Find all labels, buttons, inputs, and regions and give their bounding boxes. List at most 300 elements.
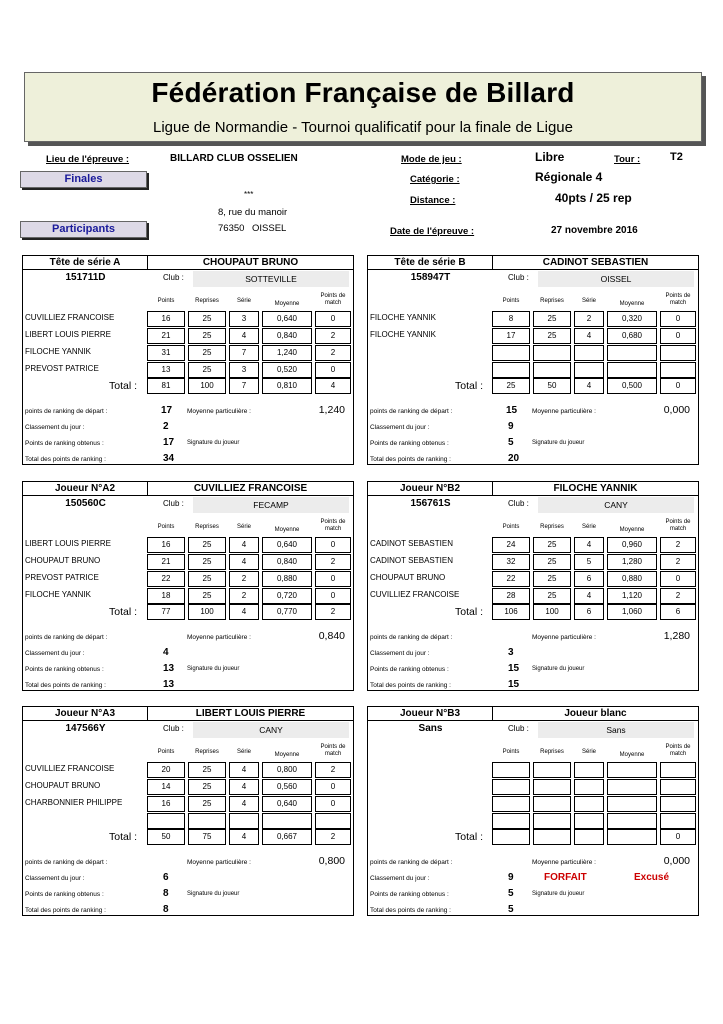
opponent-name: CHARBONNIER PHILIPPE [25,798,123,807]
result-pm-cell: 0 [660,328,696,344]
result-serie-cell: 4 [574,328,604,344]
player-seed-label: Joueur N°A2 [23,482,148,496]
classement-value: 3 [508,647,514,658]
moyenne-particuliere-label: Moyenne particulière : [187,408,251,415]
date-label: Date de l'épreuve : [390,226,475,237]
column-header: Moyenne [619,301,645,307]
result-pm-cell: 0 [315,311,351,327]
result-reprises-cell: 25 [188,328,226,344]
result-serie-cell: 4 [229,554,259,570]
signature-label: Signature du joueur [187,891,240,897]
result-points-cell [492,796,530,812]
ranking-depart-value: 15 [506,405,518,416]
ranking-obtenus-value: 17 [163,437,175,448]
result-serie-cell: 6 [574,571,604,587]
player-name: CHOUPAUT BRUNO [148,256,353,270]
player-seed-label: Tête de série B [368,256,493,270]
result-reprises-cell [533,362,571,378]
result-points-cell [492,762,530,778]
opponent-name: FILOCHE YANNIK [25,347,91,356]
ranking-obtenus-label: Points de ranking obtenus : [370,666,449,673]
column-header: Reprises [540,298,564,304]
result-reprises-cell: 25 [188,796,226,812]
total-points-cell [492,829,530,845]
total-ranking-value: 34 [163,453,175,464]
column-header: Moyenne [619,752,645,758]
tour-value: T2 [670,151,683,163]
result-reprises-cell [188,813,226,829]
result-moyenne-cell: 0,800 [262,762,312,778]
result-points-cell: 8 [492,311,530,327]
club-value: FECAMP [193,497,349,513]
result-reprises-cell: 25 [533,328,571,344]
result-pm-cell: 0 [315,362,351,378]
column-header: Série [581,749,596,755]
result-points-cell: 13 [147,362,185,378]
result-serie-cell [574,345,604,361]
result-pm-cell [660,813,696,829]
club-value: SOTTEVILLE [193,271,349,287]
result-serie-cell [574,362,604,378]
total-label: Total : [109,606,138,618]
club-value: OISSEL [538,271,694,287]
result-moyenne-cell: 0,840 [262,328,312,344]
opponent-name: CHOUPAUT BRUNO [25,556,101,565]
player-name: FILOCHE YANNIK [493,482,698,496]
result-pm-cell: 0 [315,796,351,812]
result-reprises-cell: 25 [533,571,571,587]
player-panel [367,255,699,465]
result-moyenne-cell [607,779,657,795]
club-value: CANY [538,497,694,513]
result-points-cell: 20 [147,762,185,778]
classement-value: 6 [163,872,169,883]
result-pm-cell: 2 [660,537,696,553]
ranking-depart-label: points de ranking de départ : [370,634,453,641]
result-reprises-cell [533,796,571,812]
classement-value: 4 [163,647,169,658]
total-points-cell: 50 [147,829,185,845]
total-pm-cell: 6 [660,604,696,620]
result-serie-cell: 4 [229,762,259,778]
result-serie-cell [574,796,604,812]
column-header: Points de match [665,293,691,306]
ranking-obtenus-value: 5 [508,888,514,899]
moyenne-particuliere-value: 0,840 [318,630,345,642]
result-moyenne-cell: 0,680 [607,328,657,344]
ranking-depart-label: points de ranking de départ : [25,634,108,641]
result-pm-cell [660,779,696,795]
categorie-label: Catégorie : [410,174,460,185]
distance-value: 40pts / 25 rep [555,191,632,205]
result-pm-cell: 0 [315,537,351,553]
opponent-name: CHOUPAUT BRUNO [370,573,446,582]
column-header: Points [157,524,175,530]
result-reprises-cell: 25 [188,345,226,361]
moyenne-particuliere-value: 0,000 [663,855,690,867]
result-reprises-cell: 25 [188,762,226,778]
result-reprises-cell: 25 [533,537,571,553]
ranking-depart-label: points de ranking de départ : [370,408,453,415]
result-reprises-cell [533,779,571,795]
total-ranking-value: 13 [163,679,175,690]
moyenne-particuliere-label: Moyenne particulière : [532,859,596,866]
total-points-cell: 25 [492,378,530,394]
result-moyenne-cell: 0,880 [262,571,312,587]
result-serie-cell: 4 [229,328,259,344]
player-seed-label: Tête de série A [23,256,148,270]
result-pm-cell: 2 [315,345,351,361]
result-moyenne-cell: 0,640 [262,796,312,812]
column-header: Série [236,749,251,755]
date-value: 27 novembre 2016 [551,225,638,236]
result-pm-cell [660,345,696,361]
column-header: Points de match [320,744,346,757]
total-reprises-cell: 100 [188,604,226,620]
result-pm-cell: 2 [315,762,351,778]
moyenne-particuliere-label: Moyenne particulière : [532,634,596,641]
total-ranking-label: Total des points de ranking : [370,907,451,914]
result-moyenne-cell: 1,120 [607,588,657,604]
total-reprises-cell [533,829,571,845]
result-points-cell: 21 [147,328,185,344]
player-seed-label: Joueur N°A3 [23,707,148,721]
total-moyenne-cell: 0,810 [262,378,312,394]
page-title: Fédération Française de Billard [151,77,575,108]
result-serie-cell: 5 [574,554,604,570]
result-pm-cell [660,362,696,378]
result-points-cell: 32 [492,554,530,570]
total-reprises-cell: 75 [188,829,226,845]
ranking-obtenus-value: 15 [508,663,520,674]
opponent-name: FILOCHE YANNIK [25,590,91,599]
total-label: Total : [109,380,138,392]
result-serie-cell [229,813,259,829]
total-reprises-cell: 50 [533,378,571,394]
player-name: LIBERT LOUIS PIERRE [148,707,353,721]
result-moyenne-cell: 0,640 [262,311,312,327]
result-moyenne-cell: 0,880 [607,571,657,587]
total-moyenne-cell: 0,500 [607,378,657,394]
total-ranking-value: 5 [508,904,514,915]
moyenne-particuliere-label: Moyenne particulière : [187,859,251,866]
signature-label: Signature du joueur [532,666,585,672]
result-reprises-cell: 25 [533,588,571,604]
club-label: Club : [508,499,529,508]
column-header: Points [502,524,520,530]
player-panel [22,255,354,465]
stars: *** [244,190,254,199]
result-moyenne-cell [607,762,657,778]
result-points-cell: 31 [147,345,185,361]
opponent-name: CADINOT SEBASTIEN [370,556,453,565]
total-serie-cell: 7 [229,378,259,394]
result-serie-cell: 2 [229,571,259,587]
result-moyenne-cell [607,345,657,361]
total-ranking-label: Total des points de ranking : [370,456,451,463]
lieu-label: Lieu de l'épreuve : [46,154,130,165]
player-panel [367,706,699,916]
total-label: Total : [455,831,484,843]
result-reprises-cell [533,813,571,829]
excuse-status: Excusé [634,872,670,883]
total-label: Total : [455,380,484,392]
player-licence: 150560C [65,498,106,509]
result-points-cell: 21 [147,554,185,570]
player-licence: Sans [418,723,443,734]
total-serie-cell: 6 [574,604,604,620]
total-ranking-label: Total des points de ranking : [370,682,451,689]
result-reprises-cell: 25 [188,537,226,553]
mode-label: Mode de jeu : [401,154,462,165]
total-pm-cell: 2 [315,604,351,620]
city: OISSEL [252,223,287,234]
player-name: CUVILLIEZ FRANCOISE [148,482,353,496]
player-licence: 147566Y [65,723,106,734]
moyenne-particuliere-label: Moyenne particulière : [187,634,251,641]
ranking-depart-label: points de ranking de départ : [25,859,108,866]
column-header: Moyenne [274,301,300,307]
result-moyenne-cell: 0,840 [262,554,312,570]
moyenne-particuliere-label: Moyenne particulière : [532,408,596,415]
address-line: 8, rue du manoir [218,207,288,218]
result-points-cell [492,779,530,795]
result-points-cell: 22 [147,571,185,587]
tour-label: Tour : [614,154,641,165]
column-header: Reprises [540,749,564,755]
signature-label: Signature du joueur [532,891,585,897]
total-serie-cell [574,829,604,845]
signature-label: Signature du joueur [187,440,240,446]
total-reprises-cell: 100 [533,604,571,620]
column-header: Moyenne [619,527,645,533]
opponent-name: FILOCHE YANNIK [370,313,436,322]
total-moyenne-cell: 0,667 [262,829,312,845]
column-header: Moyenne [274,752,300,758]
result-moyenne-cell [607,813,657,829]
total-ranking-value: 8 [163,904,169,915]
opponent-name: CUVILLIEZ FRANCOISE [370,590,460,599]
total-label: Total : [109,831,138,843]
player-panel [22,481,354,691]
result-reprises-cell: 25 [188,362,226,378]
total-pm-cell: 0 [660,378,696,394]
result-moyenne-cell [607,796,657,812]
player-seed-label: Joueur N°B3 [368,707,493,721]
result-pm-cell: 0 [660,311,696,327]
result-reprises-cell [533,762,571,778]
result-serie-cell [574,813,604,829]
result-moyenne-cell: 0,320 [607,311,657,327]
classement-label: Classement du jour : [370,875,430,882]
total-ranking-label: Total des points de ranking : [25,456,106,463]
result-points-cell: 18 [147,588,185,604]
total-points-cell: 81 [147,378,185,394]
ranking-depart-label: points de ranking de départ : [25,408,108,415]
total-points-cell: 106 [492,604,530,620]
column-header: Reprises [195,749,219,755]
classement-label: Classement du jour : [370,650,430,657]
moyenne-particuliere-value: 1,240 [318,404,345,416]
club-label: Club : [163,724,184,733]
opponent-name: FILOCHE YANNIK [370,330,436,339]
participants-button[interactable]: Participants [20,221,147,238]
result-serie-cell: 4 [229,779,259,795]
total-label: Total : [455,606,484,618]
result-reprises-cell: 25 [533,311,571,327]
opponent-name: PREVOST PATRICE [25,573,99,582]
ranking-obtenus-label: Points de ranking obtenus : [370,891,449,898]
column-header: Points de match [320,519,346,532]
column-header: Points [502,749,520,755]
player-panel [367,481,699,691]
moyenne-particuliere-value: 0,800 [318,855,345,867]
column-header: Reprises [195,524,219,530]
total-pm-cell: 2 [315,829,351,845]
ranking-obtenus-value: 5 [508,437,514,448]
opponent-name: LIBERT LOUIS PIERRE [25,539,111,548]
total-serie-cell: 4 [574,378,604,394]
column-header: Série [581,298,596,304]
total-pm-cell: 0 [660,829,696,845]
column-header: Série [236,524,251,530]
result-reprises-cell [533,345,571,361]
ranking-obtenus-value: 13 [163,663,175,674]
ranking-depart-value: 17 [161,405,173,416]
opponent-name: CADINOT SEBASTIEN [370,539,453,548]
signature-label: Signature du joueur [187,666,240,672]
result-pm-cell: 2 [660,588,696,604]
total-moyenne-cell [607,829,657,845]
result-points-cell: 16 [147,796,185,812]
column-header: Points [157,749,175,755]
total-serie-cell: 4 [229,604,259,620]
player-name: Joueur blanc [493,707,698,721]
total-pm-cell: 4 [315,378,351,394]
result-pm-cell: 0 [315,571,351,587]
classement-label: Classement du jour : [25,424,85,431]
column-header: Points [502,298,520,304]
result-points-cell [492,345,530,361]
classement-label: Classement du jour : [25,650,85,657]
result-serie-cell: 4 [229,537,259,553]
result-serie-cell: 2 [574,311,604,327]
result-points-cell: 24 [492,537,530,553]
classement-value: 2 [163,421,169,432]
classement-label: Classement du jour : [370,424,430,431]
result-serie-cell: 4 [229,796,259,812]
opponent-name: PREVOST PATRICE [25,364,99,373]
result-pm-cell: 2 [315,554,351,570]
club-value: Sans [538,722,694,738]
result-serie-cell: 4 [574,537,604,553]
column-header: Points de match [665,744,691,757]
result-pm-cell [315,813,351,829]
player-licence: 158947T [410,272,451,283]
total-ranking-label: Total des points de ranking : [25,907,106,914]
club-label: Club : [163,499,184,508]
result-pm-cell: 0 [315,588,351,604]
total-moyenne-cell: 0,770 [262,604,312,620]
result-pm-cell [660,762,696,778]
ranking-obtenus-label: Points de ranking obtenus : [25,666,104,673]
result-pm-cell: 2 [660,554,696,570]
column-header: Reprises [195,298,219,304]
result-points-cell [147,813,185,829]
player-seed-label: Joueur N°B2 [368,482,493,496]
opponent-name: CHOUPAUT BRUNO [25,781,101,790]
opponent-name: CUVILLIEZ FRANCOISE [25,764,115,773]
header-banner [24,72,702,142]
result-moyenne-cell [607,362,657,378]
column-header: Reprises [540,524,564,530]
column-header: Points de match [665,519,691,532]
result-pm-cell: 0 [315,779,351,795]
result-reprises-cell: 25 [188,779,226,795]
result-moyenne-cell: 0,960 [607,537,657,553]
page-subtitle: Ligue de Normandie - Tournoi qualificatif pour la finale de Ligue [153,119,573,136]
opponent-name: LIBERT LOUIS PIERRE [25,330,111,339]
player-panel [22,706,354,916]
total-moyenne-cell: 1,060 [607,604,657,620]
ranking-depart-label: points de ranking de départ : [370,859,453,866]
result-serie-cell: 7 [229,345,259,361]
classement-value: 9 [508,421,514,432]
lieu-value: BILLARD CLUB OSSELIEN [170,153,298,164]
total-points-cell: 77 [147,604,185,620]
column-header: Série [581,524,596,530]
result-points-cell: 28 [492,588,530,604]
result-pm-cell: 0 [660,571,696,587]
result-reprises-cell: 25 [188,311,226,327]
result-reprises-cell: 25 [533,554,571,570]
player-licence: 151711D [65,272,106,283]
player-licence: 156761S [410,498,451,509]
total-ranking-value: 15 [508,679,520,690]
result-points-cell: 16 [147,311,185,327]
club-label: Club : [508,273,529,282]
ranking-obtenus-label: Points de ranking obtenus : [25,891,104,898]
result-serie-cell: 3 [229,362,259,378]
moyenne-particuliere-value: 0,000 [663,404,690,416]
total-ranking-value: 20 [508,453,520,464]
ranking-obtenus-label: Points de ranking obtenus : [25,440,104,447]
result-moyenne-cell: 1,240 [262,345,312,361]
forfait-status: FORFAIT [544,872,587,883]
result-moyenne-cell: 0,640 [262,537,312,553]
total-reprises-cell: 100 [188,378,226,394]
result-serie-cell [574,779,604,795]
ranking-obtenus-label: Points de ranking obtenus : [370,440,449,447]
result-points-cell: 14 [147,779,185,795]
finales-button[interactable]: Finales [20,171,147,188]
result-reprises-cell: 25 [188,554,226,570]
categorie-value: Régionale 4 [535,170,603,184]
result-moyenne-cell [262,813,312,829]
column-header: Points [157,298,175,304]
result-serie-cell: 3 [229,311,259,327]
ranking-obtenus-value: 8 [163,888,169,899]
signature-label: Signature du joueur [532,440,585,446]
result-pm-cell: 2 [315,328,351,344]
postcode: 76350 [218,223,245,234]
column-header: Moyenne [274,527,300,533]
player-name: CADINOT SEBASTIEN [493,256,698,270]
column-header: Points de match [320,293,346,306]
result-moyenne-cell: 0,720 [262,588,312,604]
result-moyenne-cell: 0,520 [262,362,312,378]
result-moyenne-cell: 0,560 [262,779,312,795]
